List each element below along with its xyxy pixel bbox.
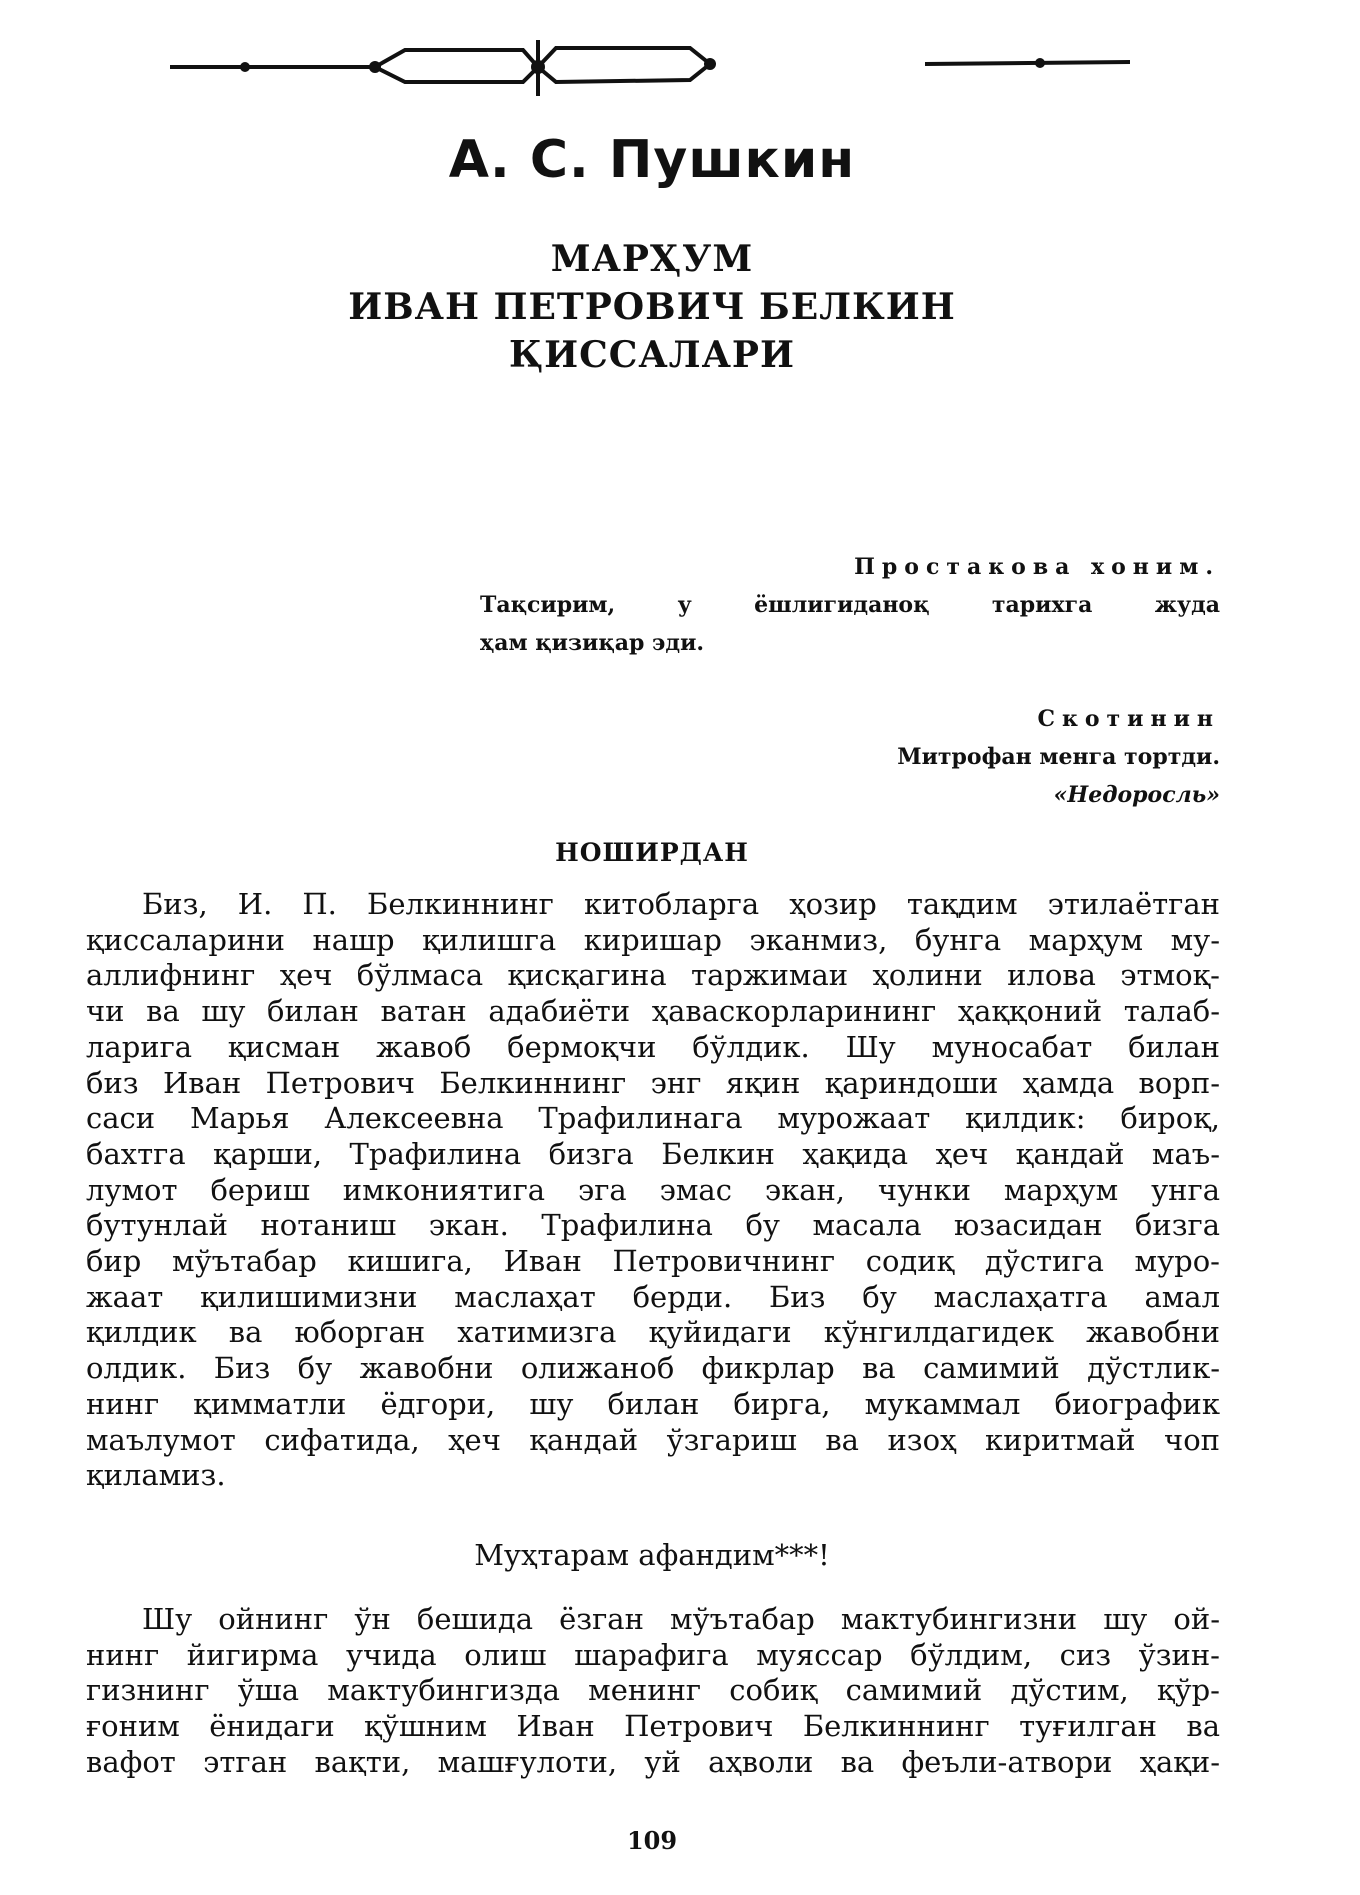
paragraph-letter	[86, 1602, 1220, 1781]
text-line: нинг қимматли ёдгори, шу билан бирга, мукаммал биографик	[86, 1386, 1220, 1421]
text-line: жаат қилишимизни маслаҳат берди. Биз бу маслаҳатга амал	[86, 1279, 1220, 1314]
text-line: Биз, И. П. Белкиннинг китобларга ҳозир тақдим этилаётган	[142, 887, 1220, 921]
text-line: биз Иван Петрович Белкиннинг энг яқин қариндоши ҳамда ворп-	[86, 1065, 1220, 1100]
page-number: 109	[626, 1826, 678, 1855]
author-name: А. С. Пушкин	[448, 130, 856, 190]
epigraph-source: «Недоросль»	[1053, 782, 1220, 808]
text-line: лумот бериш имкониятига эга эмас экан, чунки марҳум унга	[86, 1172, 1220, 1207]
text-line: нинг йигирма учида олиш шарафига муяссар бўлдим, сиз ўзин-	[86, 1637, 1220, 1672]
text-line: маълумот сифатида, ҳеч қандай ўзгариш ва изоҳ киритмай чоп	[86, 1422, 1220, 1457]
letter-greeting: Муҳтарам афандим***!	[474, 1538, 830, 1572]
text-line: ғоним ёнидаги қўшним Иван Петрович Белкиннинг туғилган ва	[86, 1709, 1220, 1744]
text-line: бутунлай нотаниш экан. Трафилина бу масала юзасидан бизга	[86, 1208, 1220, 1243]
epigraph-speaker: Простакова хоним.	[854, 554, 1220, 580]
section-heading: НОШИРДАН	[555, 838, 749, 867]
epigraph-line: Тақсирим, у ёшлигиданоқ тарихга жуда	[480, 592, 1220, 618]
text-line: қиссаларини нашр қилишга киришар эканмиз, бунга марҳум му-	[86, 922, 1220, 957]
title-line: ҚИССАЛАРИ	[509, 334, 795, 376]
book-title	[0, 235, 1304, 379]
text-line: гизнинг ўша мактубингизда менинг собиқ самимий дўстим, қўр-	[86, 1673, 1220, 1708]
decorative-ornament	[170, 38, 1130, 98]
text-line: қилдик ва юборган хатимизга қуйидаги кўнгилдагидек жавобни	[86, 1315, 1220, 1350]
text-line: қиламиз.	[86, 1458, 226, 1493]
text-line: Шу ойнинг ўн бешида ёзган мўътабар мактубингизни шу ой-	[142, 1602, 1220, 1636]
title-line: МАРҲУМ	[550, 238, 754, 280]
epigraph-quote-2	[480, 700, 1220, 814]
text-line: саси Марья Алексеевна Трафилинага мурожаат қилдик: бироқ,	[86, 1101, 1220, 1136]
text-line: аллифнинг ҳеч бўлмаса қисқагина таржимаи ҳолини илова этмоқ-	[86, 958, 1220, 993]
text-line: чи ва шу билан ватан адабиёти ҳаваскорларининг ҳаққоний талаб-	[86, 994, 1220, 1029]
epigraph-line: Митрофан менга тортди.	[897, 744, 1220, 770]
title-line: ИВАН ПЕТРОВИЧ БЕЛКИН	[348, 286, 956, 328]
epigraph-line: ҳам қизиқар эди.	[480, 630, 705, 656]
paragraph-publisher	[86, 887, 1220, 1494]
text-line: бир мўътабар кишига, Иван Петровичнинг содиқ дўстига муро-	[86, 1244, 1220, 1279]
text-line: бахтга қарши, Трафилина бизга Белкин ҳақида ҳеч қандай маъ-	[86, 1136, 1220, 1171]
text-line: вафот этган вақти, машғулоти, уй аҳволи ва феъли-атвори ҳақи-	[86, 1744, 1220, 1779]
epigraph-quote-1	[480, 548, 1220, 662]
text-line: ларига қисман жавоб бермоқчи бўлдик. Шу муносабат билан	[86, 1029, 1220, 1064]
text-line: олдик. Биз бу жавобни олижаноб фикрлар ва самимий дўстлик-	[86, 1351, 1220, 1386]
epigraph-speaker: Скотинин	[1037, 706, 1220, 732]
